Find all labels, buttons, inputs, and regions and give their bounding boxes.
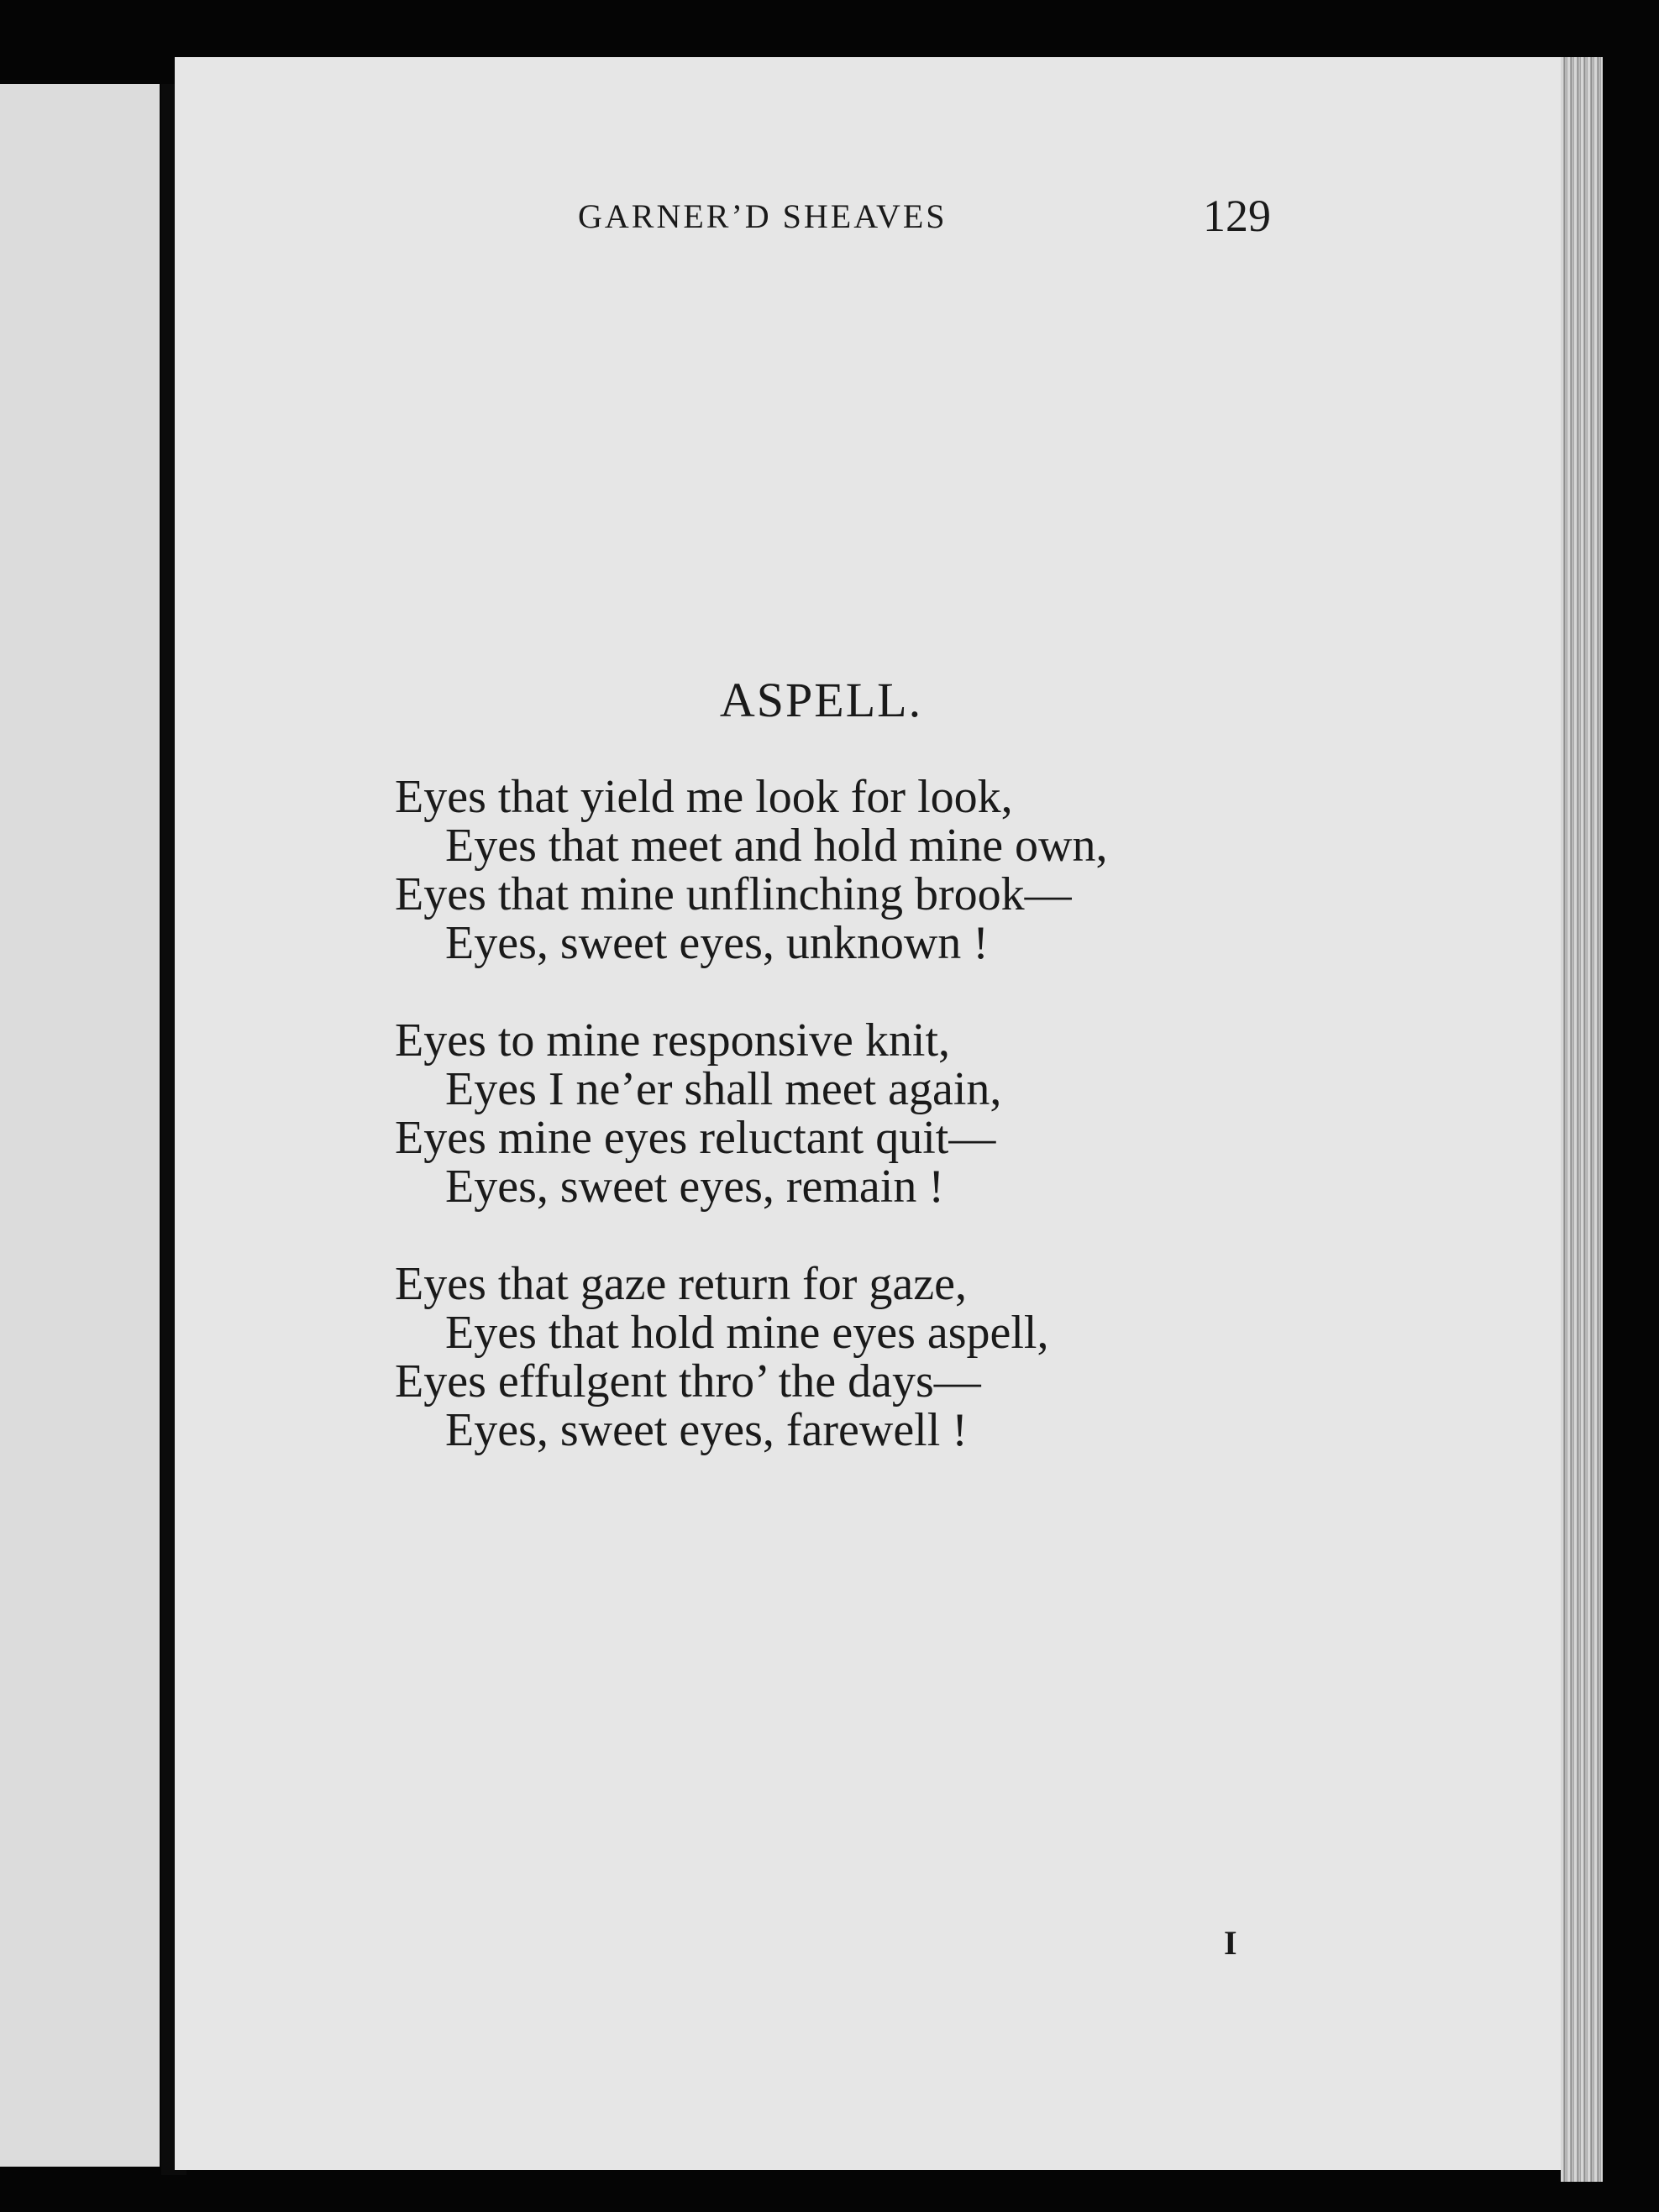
poem-body <box>395 773 1319 1503</box>
poem-line: Eyes that meet and hold mine own, <box>445 820 1108 872</box>
poem-line: Eyes mine eyes reluctant quit— <box>395 1112 996 1164</box>
signature-mark: I <box>1224 1924 1237 1962</box>
page-fore-edge <box>1561 57 1603 2182</box>
poem-line: Eyes I ne’er shall meet again, <box>445 1063 1002 1115</box>
facing-page-edge <box>0 84 160 2167</box>
poem-line: Eyes that hold mine eyes aspell, <box>445 1307 1049 1359</box>
poem-line: Eyes, sweet eyes, farewell ! <box>445 1404 968 1456</box>
poem-line: Eyes, sweet eyes, remain ! <box>445 1161 944 1213</box>
stanza <box>395 773 1319 967</box>
page-number: 129 <box>1203 191 1271 241</box>
poem-line: Eyes that yield me look for look, <box>395 771 1013 823</box>
stanza <box>395 1260 1319 1455</box>
poem-line: Eyes effulgent thro’ the days— <box>395 1355 981 1407</box>
poem-line: Eyes that mine unflinching brook— <box>395 868 1072 920</box>
running-head <box>0 190 1659 240</box>
poem-line: Eyes that gaze return for gaze, <box>395 1258 967 1310</box>
poem-line: Eyes to mine responsive knit, <box>395 1014 951 1067</box>
poem-title: ASPELL. <box>719 673 923 727</box>
poem-line: Eyes, sweet eyes, unknown ! <box>445 917 989 969</box>
running-head-title: GARNER’D SHEAVES <box>578 197 948 235</box>
stanza <box>395 1016 1319 1211</box>
